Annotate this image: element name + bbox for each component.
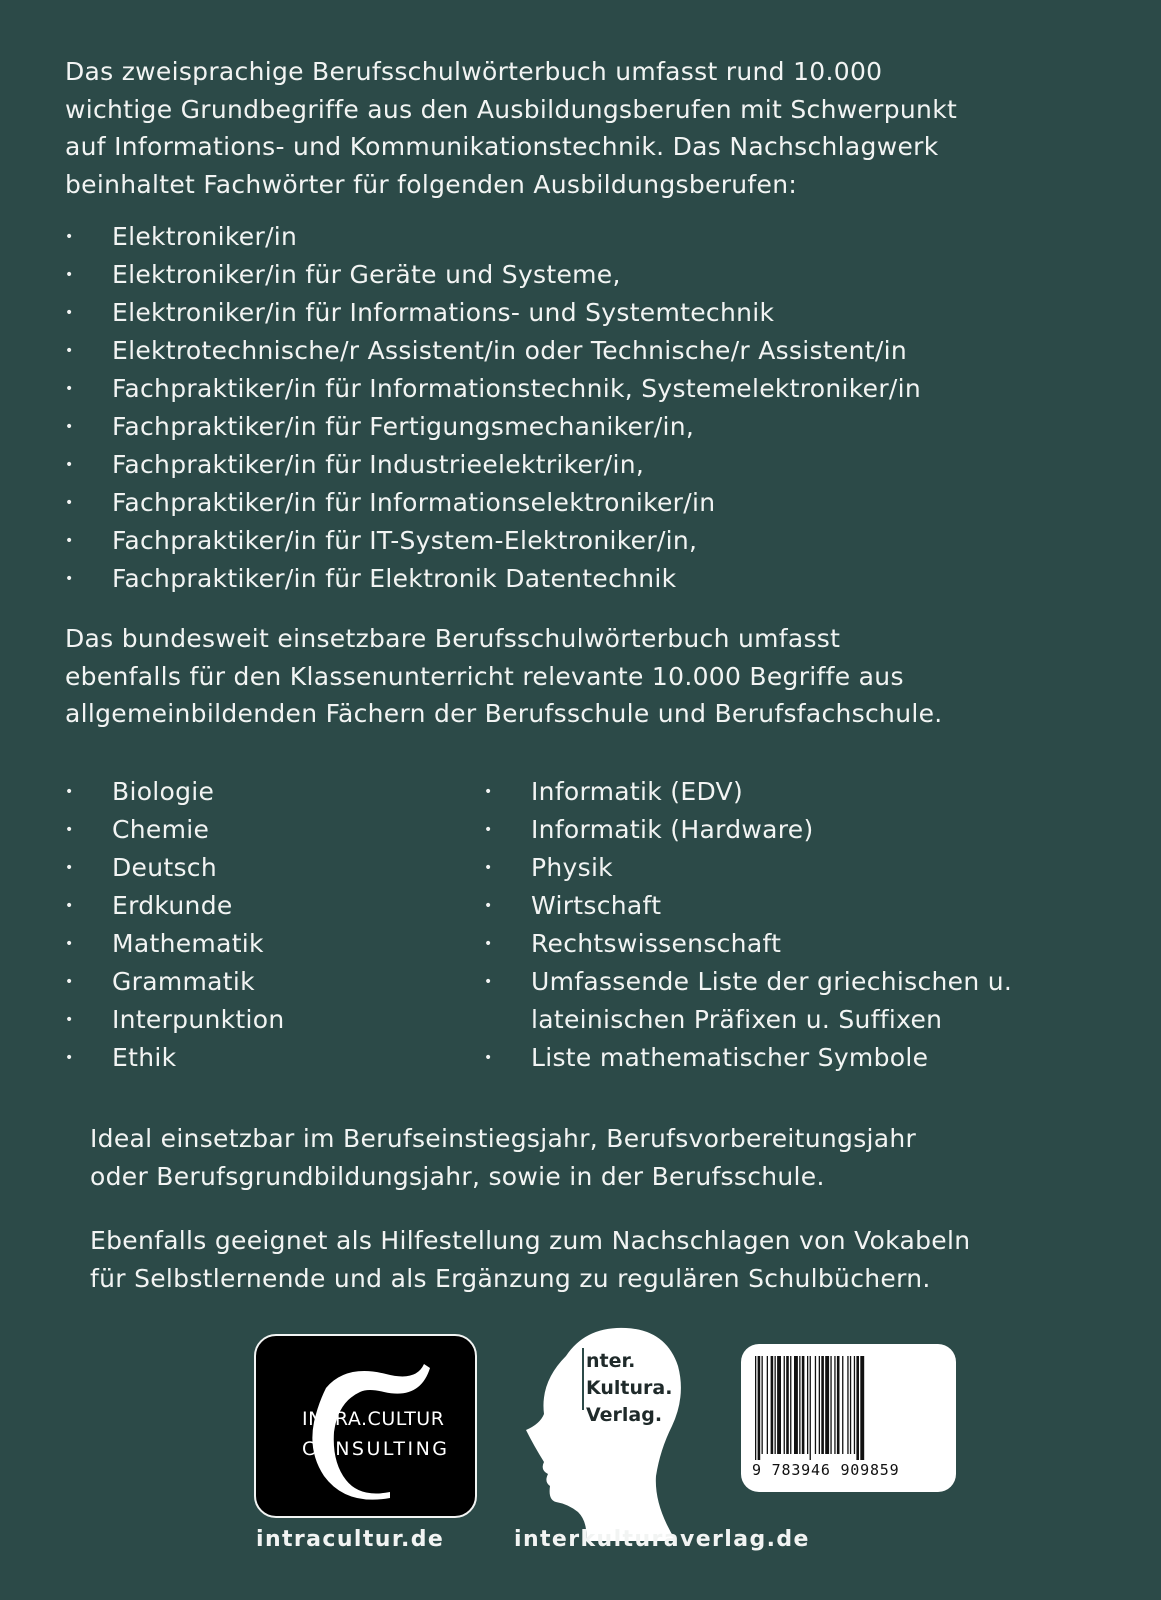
barcode-bar	[786, 1356, 789, 1454]
barcode-bar	[854, 1356, 855, 1454]
profession-item: • Fachpraktiker/in für Informationselektroniker/in	[65, 484, 921, 522]
intro-line: beinhaltet Fachwörter für folgenden Ausbildungsberufen:	[65, 169, 798, 199]
barcode-bar	[830, 1356, 831, 1454]
interkultura-line: Verlag.	[586, 1404, 663, 1426]
barcode-bar	[755, 1356, 756, 1460]
profession-list	[65, 218, 921, 598]
auch-line: für Selbstlernende und als Ergänzung zu regulären Schulbüchern.	[90, 1263, 931, 1293]
profession-item: • Fachpraktiker/in für Informationstechnik, Systemelektroniker/in	[65, 370, 921, 408]
barcode-bar	[819, 1356, 820, 1454]
intracultur-url: intracultur.de	[256, 1527, 445, 1552]
isbn-barcode	[741, 1344, 956, 1492]
profession-item: • Fachpraktiker/in für Industrieelektriker/in,	[65, 446, 921, 484]
barcode-bar	[799, 1356, 800, 1454]
barcode-bar	[825, 1356, 829, 1454]
barcode-bar	[777, 1356, 781, 1454]
barcode-bar	[807, 1356, 808, 1454]
barcode-bar	[802, 1356, 805, 1454]
barcode-bar	[850, 1356, 851, 1454]
subject-item: • Wirtschaft	[484, 887, 1012, 925]
subject-item: • Erdkunde	[65, 887, 285, 925]
subject-item: • Interpunktion	[65, 1001, 285, 1039]
intracultur-logo-line2: CONSULTING	[302, 1438, 450, 1460]
interkultura-logo	[526, 1326, 694, 1541]
intracultur-logo	[254, 1334, 477, 1518]
subject-item: • Grammatik	[65, 963, 285, 1001]
ideal-line: oder Berufsgrundbildungsjahr, sowie in der Berufsschule.	[90, 1161, 825, 1191]
barcode-bar	[847, 1356, 848, 1454]
barcode-bar	[837, 1356, 840, 1454]
barcode-bar	[834, 1356, 835, 1454]
barcode-bar	[771, 1356, 774, 1454]
subject-item: • Liste mathematischer Symbole	[484, 1039, 1012, 1077]
subject-item: • Rechtswissenschaft	[484, 925, 1012, 963]
subject-list-left	[65, 773, 285, 1077]
para2-line: Das bundesweit einsetzbare Berufsschulwörterbuch umfasst	[65, 624, 841, 653]
intro-line: wichtige Grundbegriffe aus den Ausbildungsberufen mit Schwerpunkt	[65, 94, 958, 124]
subject-item: • Physik	[484, 849, 1012, 887]
subject-item: • Deutsch	[65, 849, 285, 887]
intracultur-logo-line1: INTRA.CULTUR	[302, 1408, 445, 1430]
intro-line: Das zweisprachige Berufsschulwörterbuch umfasst rund 10.000	[65, 57, 883, 86]
profession-item: • Fachpraktiker/in für IT-System-Elektroniker/in,	[65, 522, 921, 560]
barcode-bar	[856, 1356, 859, 1460]
barcode-bar	[821, 1356, 824, 1454]
ideal-paragraph	[90, 1120, 916, 1195]
profession-item: • Elektroniker/in für Informations- und Systemtechnik	[65, 294, 921, 332]
barcode-bar	[790, 1356, 791, 1454]
barcode-bar	[758, 1356, 761, 1460]
interkultura-line: Kultura.	[586, 1377, 673, 1399]
interkultura-logo-text	[586, 1348, 672, 1429]
barcode-bar	[762, 1356, 763, 1454]
profession-item: • Fachpraktiker/in für Elektronik Datentechnik	[65, 560, 921, 598]
subject-item: • Umfassende Liste der griechischen u.	[484, 963, 1012, 1001]
para2-line: allgemeinbildenden Fächern der Berufsschule und Berufsfachschule.	[65, 699, 943, 729]
barcode-bar	[767, 1356, 768, 1454]
subject-item-continuation: lateinischen Präfixen u. Suffixen	[531, 1005, 943, 1034]
interkultura-url: interkulturaverlag.de	[514, 1527, 810, 1552]
barcode-bar	[842, 1356, 843, 1454]
barcode-bar	[810, 1356, 811, 1460]
barcode-bar	[860, 1356, 864, 1460]
subject-list-right	[484, 773, 1012, 1077]
auch-line: Ebenfalls geeignet als Hilfestellung zum Nachschlagen von Vokabeln	[90, 1226, 971, 1255]
intro-line: auf Informations- und Kommunikationstechnik. Das Nachschlagwerk	[65, 132, 939, 162]
subject-item: • Chemie	[65, 811, 285, 849]
isbn-number: 9 783946 909859	[752, 1461, 900, 1479]
barcode-bar	[784, 1356, 785, 1454]
barcode-bars	[755, 1356, 942, 1460]
self-learner-paragraph	[90, 1222, 970, 1297]
barcode-bar	[775, 1356, 776, 1454]
profession-item: • Elektroniker/in	[65, 218, 921, 256]
profession-item: • Elektrotechnische/r Assistent/in oder Technische/r Assistent/in	[65, 332, 921, 370]
barcode-bar	[794, 1356, 798, 1454]
intro-paragraph	[65, 53, 1125, 203]
subject-item: • Informatik (Hardware)	[484, 811, 1012, 849]
subject-item: • Ethik	[65, 1039, 285, 1077]
subject-item: • Informatik (EDV)	[484, 773, 1012, 811]
subject-item: • Mathematik	[65, 925, 285, 963]
para2-line: ebenfalls für den Klassenunterricht relevante 10.000 Begriffe aus	[65, 661, 904, 691]
profession-item: • Fachpraktiker/in für Fertigungsmechaniker/in,	[65, 408, 921, 446]
barcode-bar	[815, 1356, 816, 1454]
ideal-line: Ideal einsetzbar im Berufseinstiegsjahr, Berufsvorbereitungsjahr	[90, 1124, 917, 1153]
general-subjects-paragraph	[65, 620, 943, 733]
interkultura-line: nter.	[586, 1350, 636, 1372]
profession-item: • Elektroniker/in für Geräte und Systeme,	[65, 256, 921, 294]
subject-item: • Biologie	[65, 773, 285, 811]
